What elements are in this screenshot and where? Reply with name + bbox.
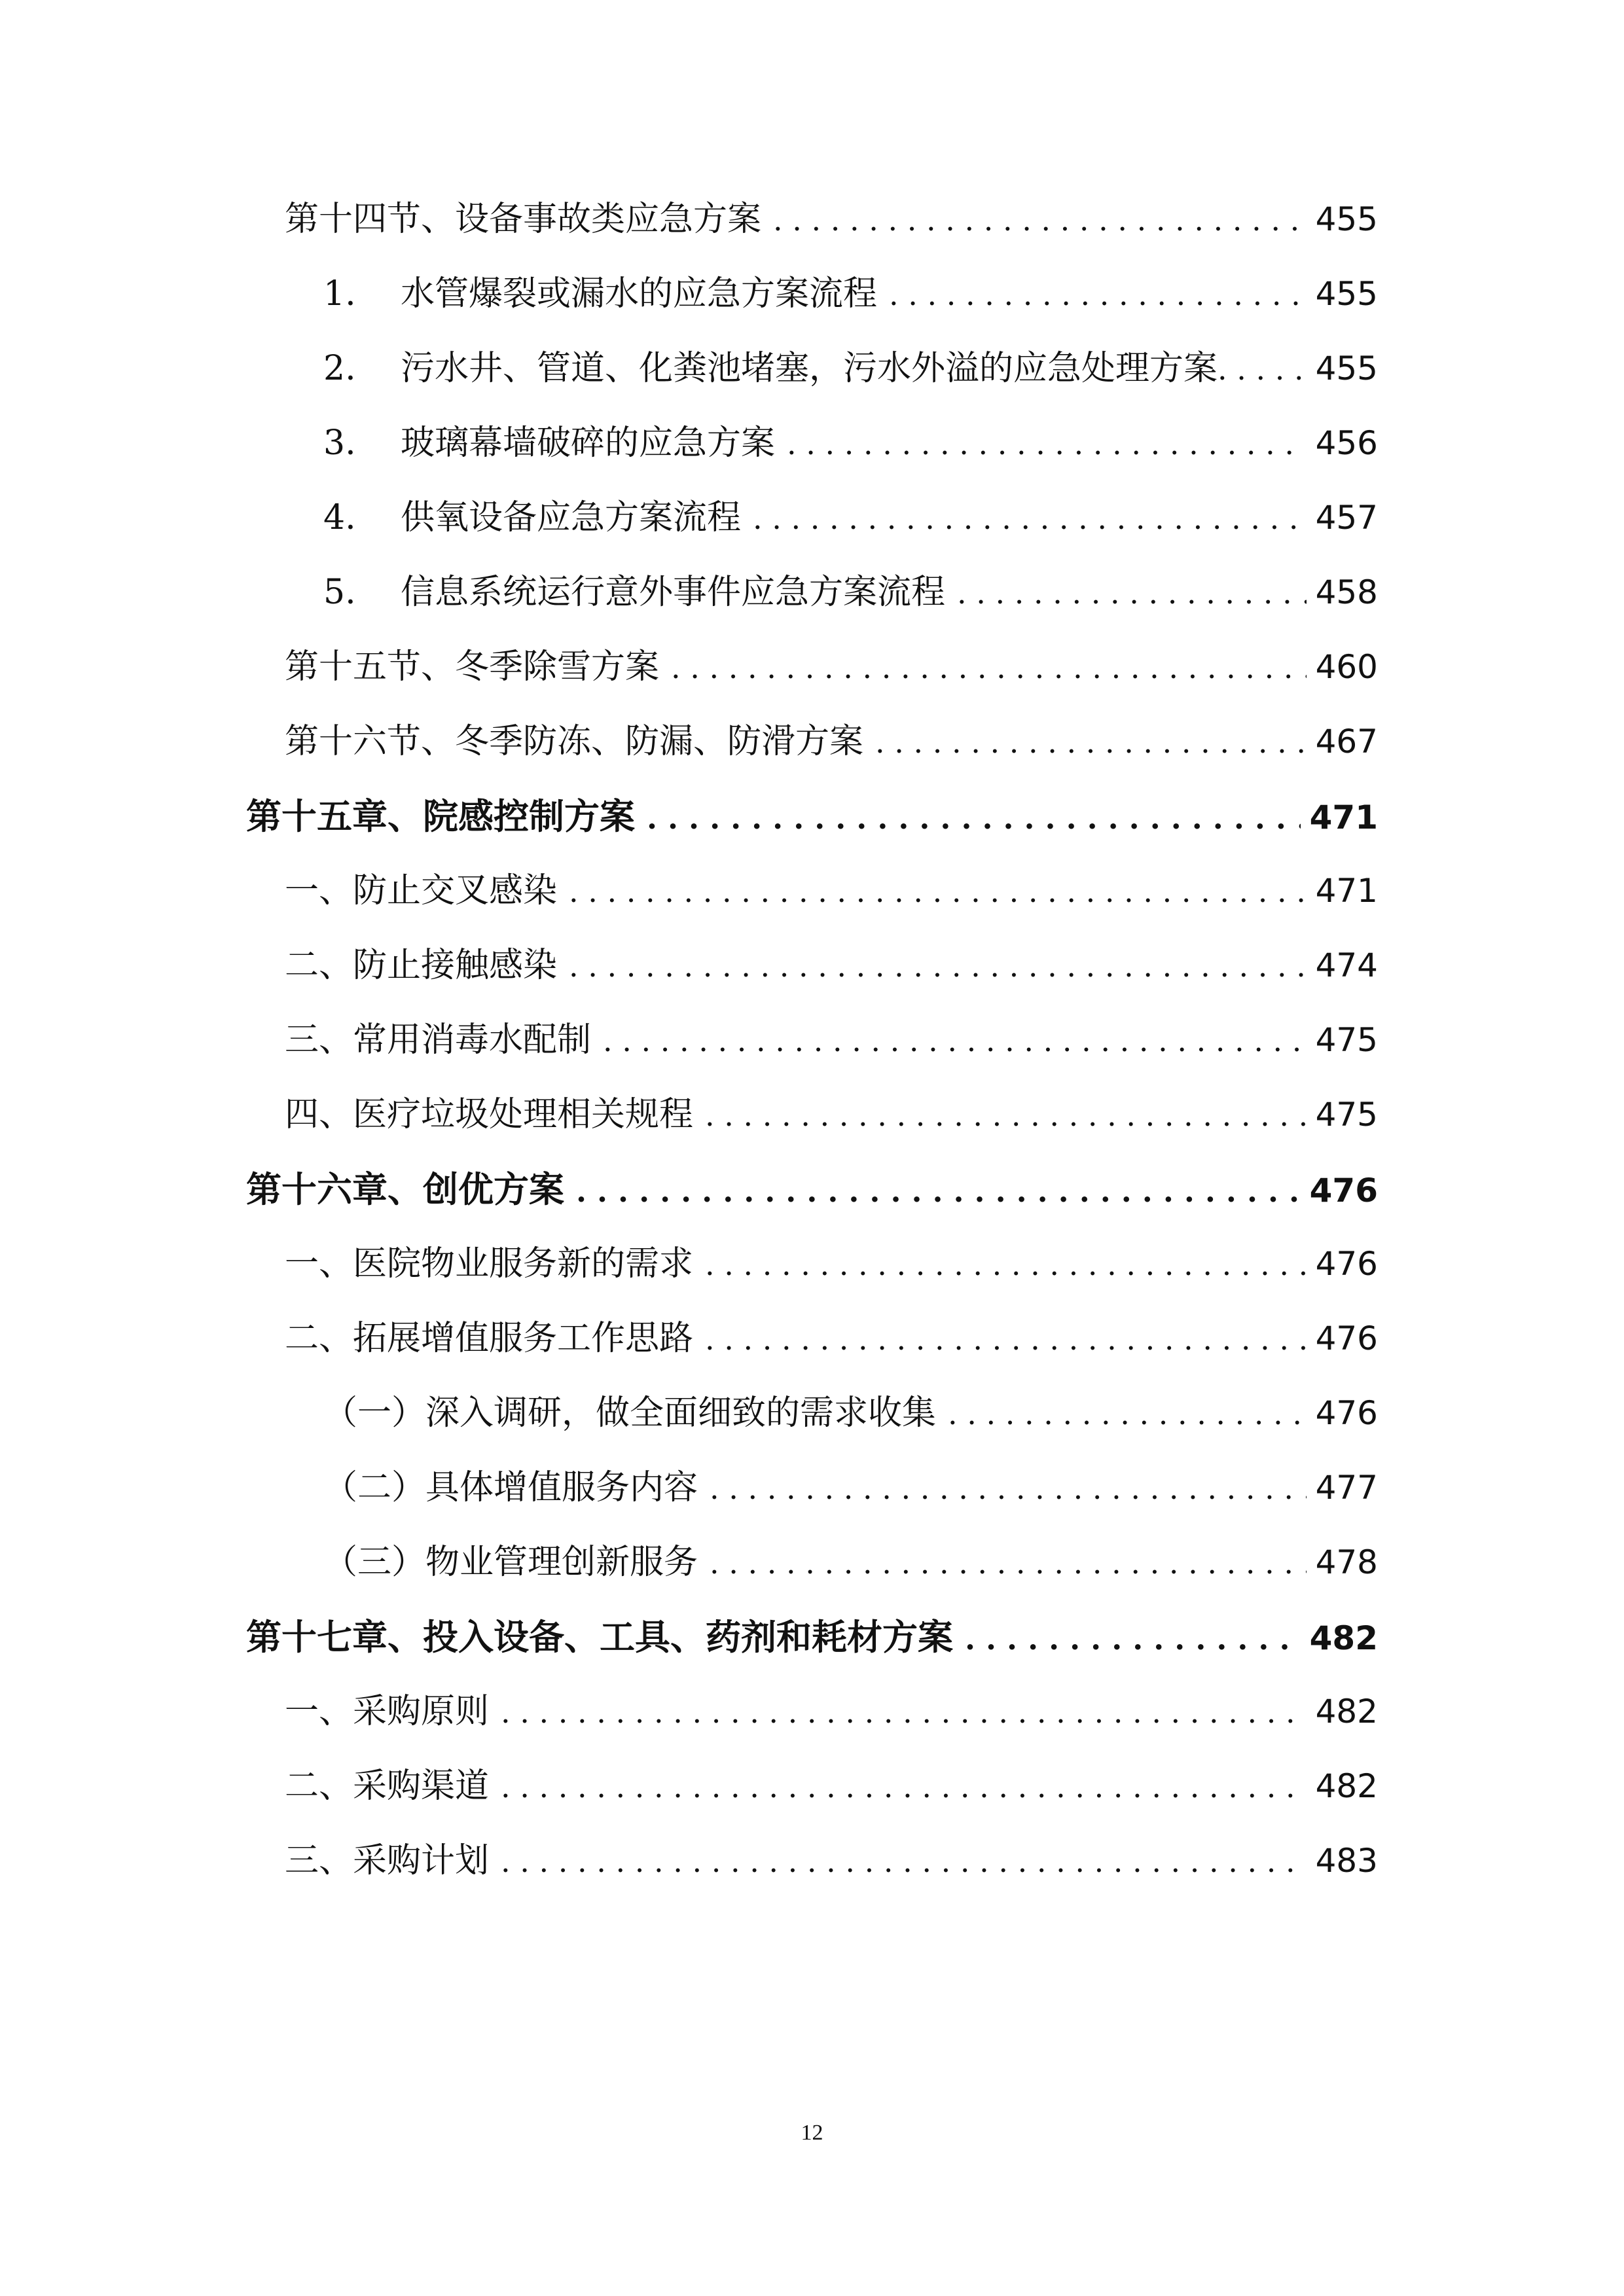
toc-entry-page: 476: [1309, 1172, 1378, 1210]
toc-entry[interactable]: [323, 1458, 1378, 1517]
toc-entry-label: 一、防止交叉感染: [285, 871, 558, 910]
toc-dot-leader: [603, 1011, 1307, 1070]
toc-entry-number: 1.: [323, 274, 356, 314]
toc-entry-page: 474: [1315, 946, 1378, 984]
toc-entry-label: 第十七章、投入设备、工具、药剂和耗材方案: [246, 1616, 953, 1658]
toc-entry-page: 475: [1315, 1096, 1378, 1134]
toc-entry-page: 471: [1315, 872, 1378, 910]
toc-dot-leader: [773, 190, 1307, 249]
toc-entry[interactable]: [285, 1234, 1378, 1293]
toc-entry-label: 四、医疗垃圾处理相关规程: [285, 1095, 694, 1134]
toc-dot-leader: [889, 265, 1307, 324]
toc-entry[interactable]: [285, 1011, 1378, 1069]
toc-entry-number: 4.: [323, 498, 356, 537]
toc-entry-label: （二）具体增值服务内容: [323, 1468, 698, 1507]
toc-entry-page: 476: [1315, 1245, 1378, 1283]
toc-dot-leader: [501, 1683, 1307, 1742]
toc-entry-label: 三、采购计划: [285, 1841, 490, 1880]
toc-entry-page: 456: [1315, 424, 1378, 462]
toc-entry-label: 二、防止接触感染: [285, 946, 558, 985]
toc-dot-leader: [875, 713, 1307, 772]
toc-entry-label: 水管爆裂或漏水的应急方案流程: [401, 274, 878, 314]
toc-dot-leader: [705, 1235, 1307, 1294]
toc-entry-page: 482: [1315, 1767, 1378, 1805]
toc-entry[interactable]: [285, 1757, 1378, 1816]
toc-dot-leader: [671, 638, 1307, 697]
toc-dot-leader: [753, 489, 1307, 548]
toc-entry-label: 第十五节、冬季除雪方案: [285, 647, 660, 687]
toc-entry-number: 2.: [323, 349, 356, 388]
toc-entry-page: 467: [1315, 723, 1378, 761]
toc-entry-label: 污水井、管道、化粪池堵塞，污水外溢的应急处理方案: [401, 349, 1218, 388]
toc-dot-leader: [705, 1310, 1307, 1369]
toc-entry-page: 455: [1315, 350, 1378, 387]
toc-dot-leader: [710, 1534, 1307, 1592]
toc-dot-leader: [948, 1384, 1307, 1443]
toc-entry[interactable]: [323, 264, 1378, 323]
toc-dot-leader: [957, 564, 1307, 622]
toc-entry-label: （三）物业管理创新服务: [323, 1543, 698, 1582]
toc-entry-label: 第十四节、设备事故类应急方案: [285, 200, 762, 239]
toc-entry[interactable]: [323, 1533, 1378, 1592]
toc-entry-page: 460: [1315, 648, 1378, 686]
toc-entry[interactable]: [285, 712, 1378, 771]
toc-entry[interactable]: [323, 563, 1378, 622]
toc-entry-chapter[interactable]: [246, 1160, 1378, 1219]
toc-entry[interactable]: [285, 1309, 1378, 1368]
toc-dot-leader: [569, 862, 1307, 921]
toc-dot-leader: [1218, 340, 1316, 399]
toc-entry-page: 482: [1309, 1619, 1378, 1657]
toc-entry-number: 3.: [323, 423, 356, 463]
toc-entry[interactable]: [285, 1085, 1378, 1144]
toc-entry-label: （一）深入调研，做全面细致的需求收集: [323, 1393, 937, 1433]
toc-dot-leader: [501, 1832, 1307, 1891]
toc-entry-chapter[interactable]: [246, 1607, 1378, 1666]
toc-entry-label: 供氧设备应急方案流程: [401, 498, 742, 537]
toc-dot-leader: [569, 937, 1307, 996]
toc-entry-chapter[interactable]: [246, 787, 1378, 846]
toc-entry[interactable]: [323, 339, 1378, 398]
toc-entry-label: 第十六章、创优方案: [246, 1168, 564, 1210]
toc-dot-leader: [501, 1757, 1307, 1816]
toc-dot-leader: [576, 1162, 1301, 1221]
toc-entry-page: 476: [1315, 1319, 1378, 1357]
toc-entry[interactable]: [285, 1682, 1378, 1741]
toc-dot-leader: [710, 1459, 1307, 1518]
toc-entry-page: 478: [1315, 1543, 1378, 1581]
toc-dot-leader: [787, 414, 1307, 473]
toc-entry-label: 一、采购原则: [285, 1692, 490, 1731]
toc-entry[interactable]: [285, 861, 1378, 920]
toc-entry[interactable]: [285, 936, 1378, 995]
toc-entry[interactable]: [323, 1384, 1378, 1443]
toc-entry-page: 475: [1315, 1021, 1378, 1059]
toc-entry-label: 信息系统运行意外事件应急方案流程: [401, 573, 946, 612]
toc-entry-label: 三、常用消毒水配制: [285, 1020, 592, 1060]
toc-dot-leader: [965, 1609, 1301, 1668]
toc-entry-label: 二、拓展增值服务工作思路: [285, 1319, 694, 1358]
toc-entry-page: 477: [1315, 1469, 1378, 1507]
toc-entry-page: 471: [1309, 798, 1378, 836]
toc-entry[interactable]: [285, 1831, 1378, 1890]
toc-entry-page: 476: [1315, 1394, 1378, 1432]
toc-entry-label: 玻璃幕墙破碎的应急方案: [401, 423, 776, 463]
toc-entry-page: 457: [1315, 499, 1378, 537]
toc-entry-page: 458: [1315, 573, 1378, 611]
toc-dot-leader: [705, 1086, 1307, 1145]
toc-entry-label: 第十五章、院感控制方案: [246, 795, 635, 837]
toc-entry-page: 455: [1315, 200, 1378, 238]
toc-entry-label: 第十六节、冬季防冻、防漏、防滑方案: [285, 722, 864, 761]
toc-entry[interactable]: [323, 488, 1378, 547]
page-number: 12: [801, 2121, 823, 2145]
toc-entry[interactable]: [285, 637, 1378, 696]
toc-entry-page: 482: [1315, 1693, 1378, 1731]
toc-entry-label: 一、医院物业服务新的需求: [285, 1244, 694, 1283]
toc-dot-leader: [647, 789, 1301, 848]
toc-entry-number: 5.: [323, 573, 356, 612]
toc-entry[interactable]: [323, 414, 1378, 473]
toc-entry-page: 483: [1315, 1842, 1378, 1880]
toc-entry-page: 455: [1315, 275, 1378, 313]
toc-entry[interactable]: [285, 190, 1378, 249]
toc-entry-label: 二、采购渠道: [285, 1767, 490, 1806]
